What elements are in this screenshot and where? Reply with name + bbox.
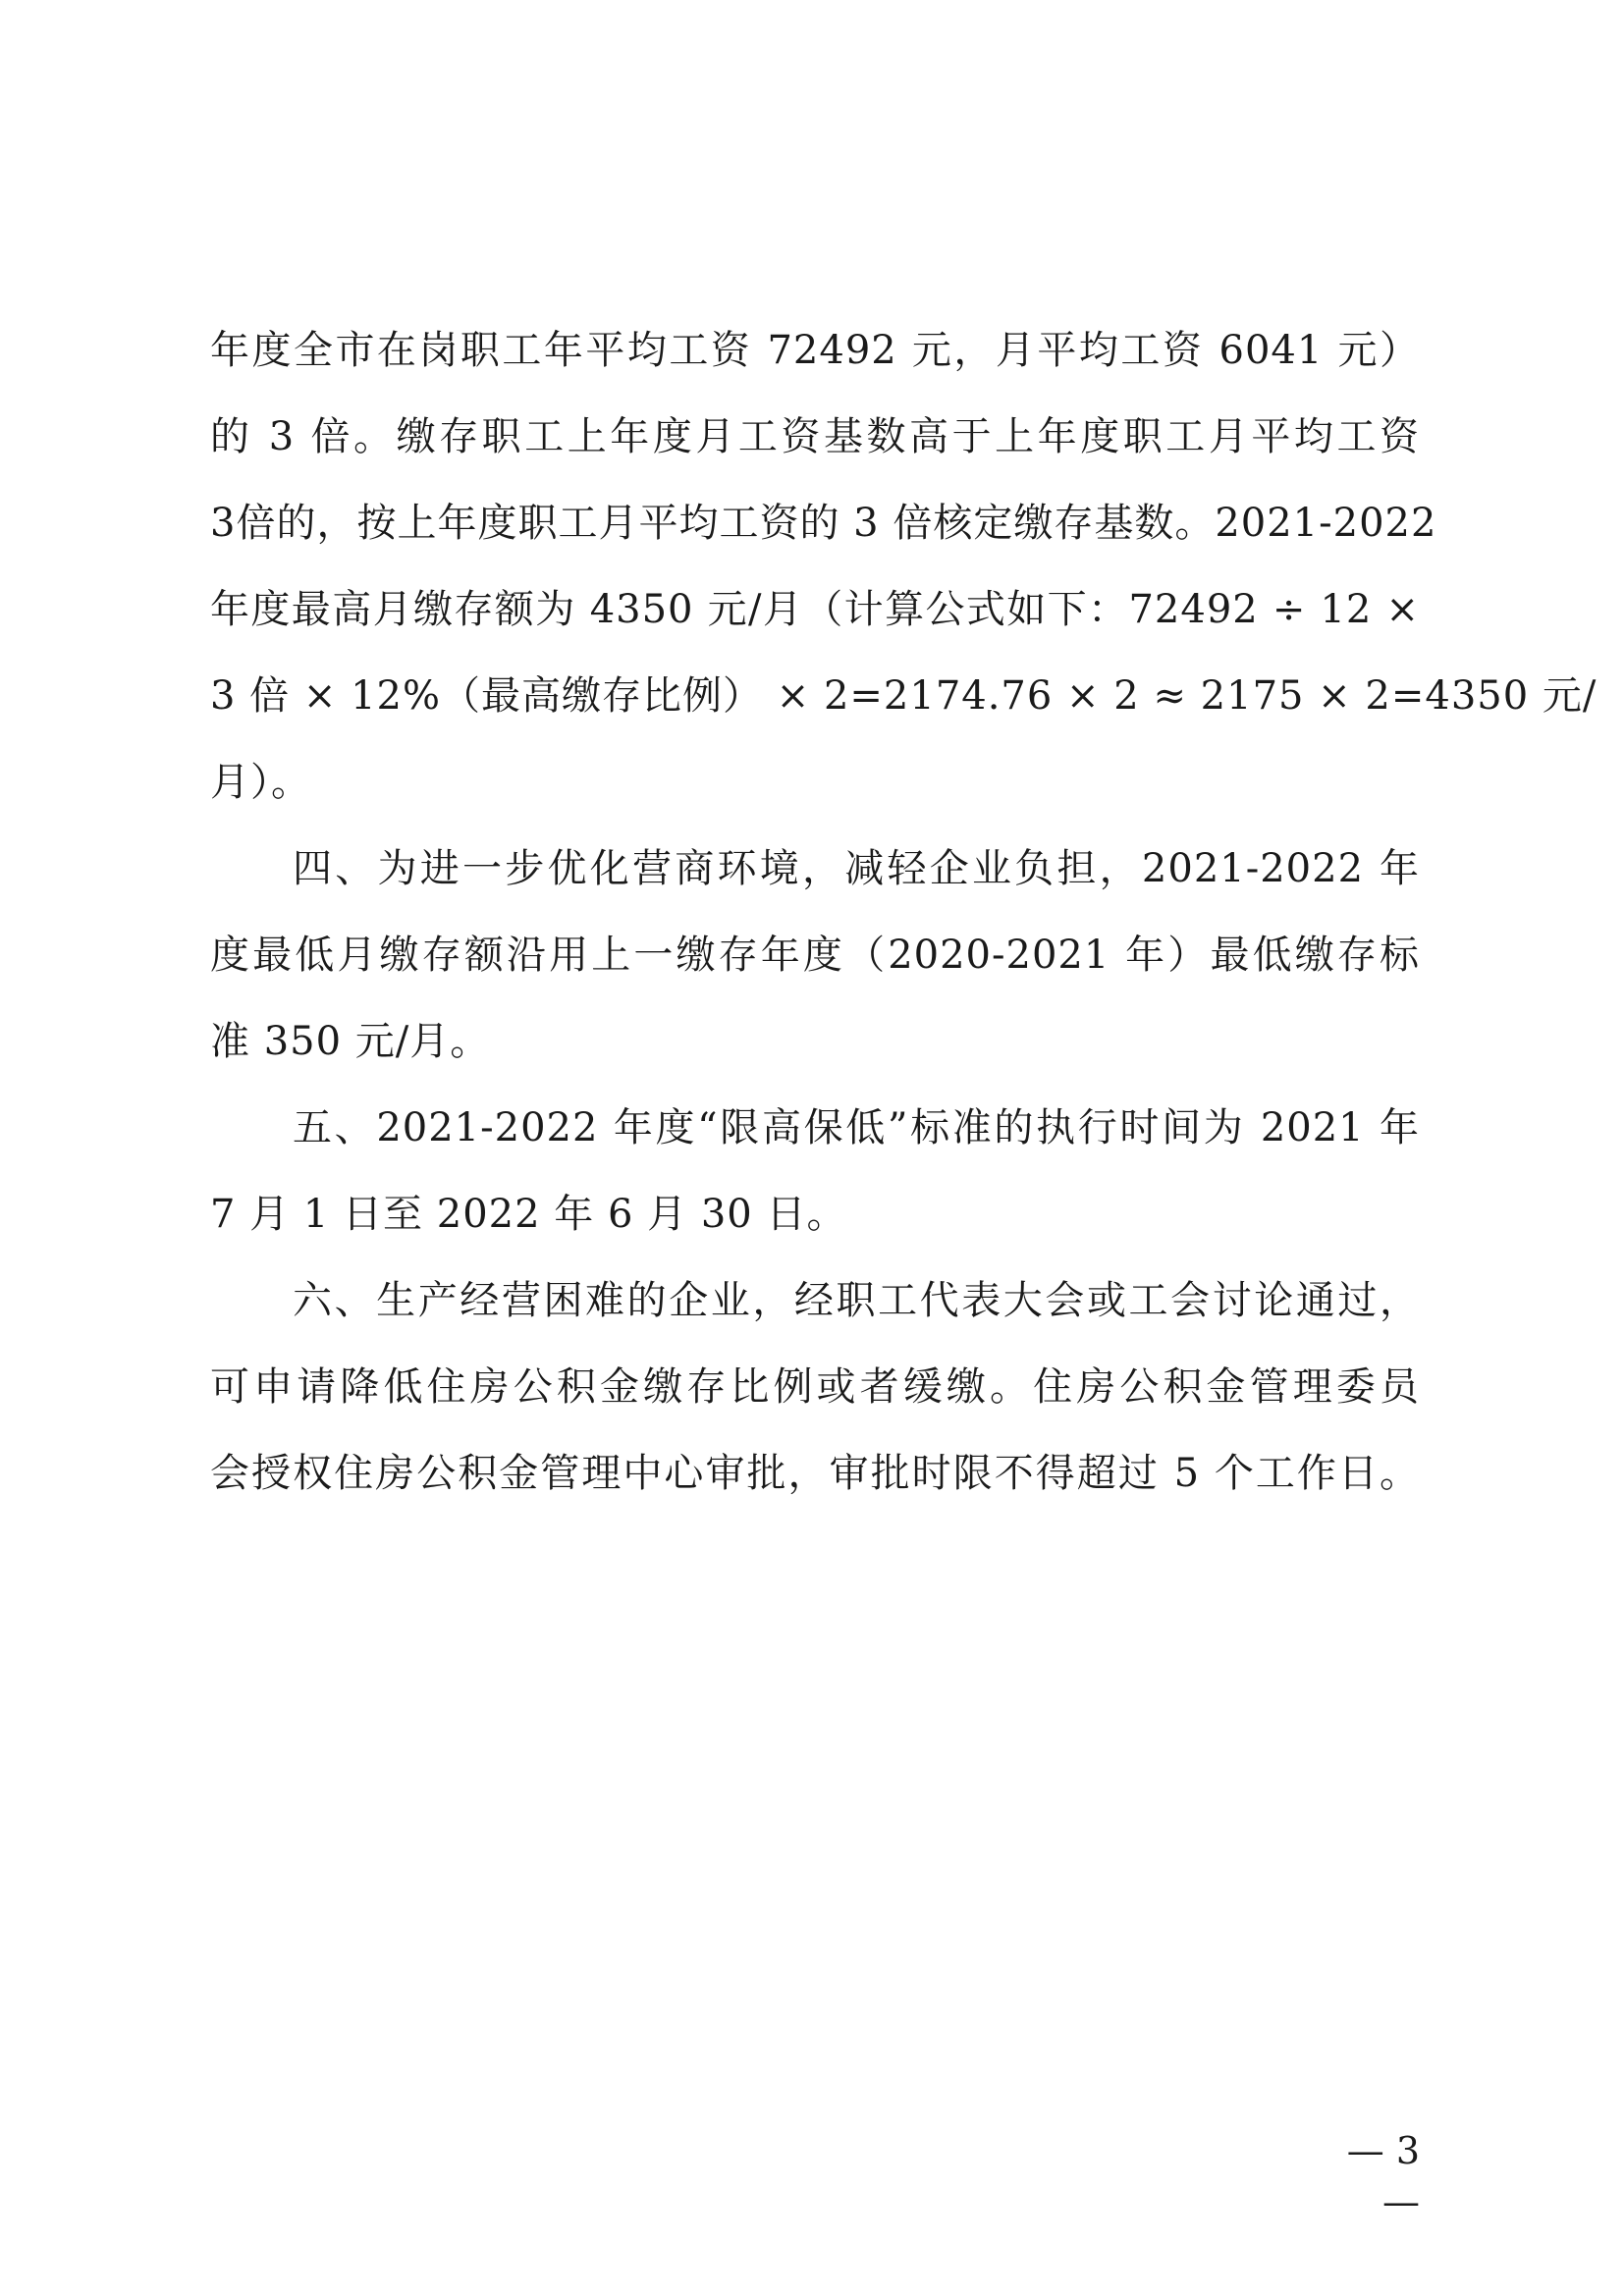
body-line: 年度最高月缴存额为 4350 元/月（计算公式如下：72492 ÷ 12 × [210,587,1420,632]
section-five-line: 五、2021-2022 年度“限高保低”标准的执行时间为 2021 年 [293,1105,1420,1150]
body-line: 的 3 倍。缴存职工上年度月工资基数高于上年度职工月平均工资 [210,414,1420,459]
body-line: 月）。 [210,760,311,805]
body-line: 年度全市在岗职工年平均工资 72492 元，月平均工资 6041 元） [210,328,1420,373]
body-line: 7 月 1 日至 2022 年 6 月 30 日。 [210,1192,847,1237]
body-line: 3 倍 × 12%（最高缴存比例） × 2=2174.76 × 2 ≈ 2175 × 2=4350 元/ [210,673,1597,719]
body-line: 可申请降低住房公积金缴存比例或者缓缴。住房公积金管理委员 [210,1364,1420,1410]
document-body [210,307,1597,1517]
body-line: 度最低月缴存额沿用上一缴存年度（2020-2021 年）最低缴存标 [210,933,1420,978]
page-number: — 3 — [1346,2129,1420,2223]
body-line: 会授权住房公积金管理中心审批，审批时限不得超过 5 个工作日。 [210,1451,1420,1496]
section-six-line: 六、生产经营困难的企业，经职工代表大会或工会讨论通过， [293,1278,1420,1323]
body-line: 3倍的，按上年度职工月平均工资的 3 倍核定缴存基数。2021-2022 [210,501,1437,546]
body-line: 准 350 元/月。 [210,1019,491,1064]
section-four-line: 四、为进一步优化营商环境，减轻企业负担，2021-2022 年 [293,846,1420,891]
